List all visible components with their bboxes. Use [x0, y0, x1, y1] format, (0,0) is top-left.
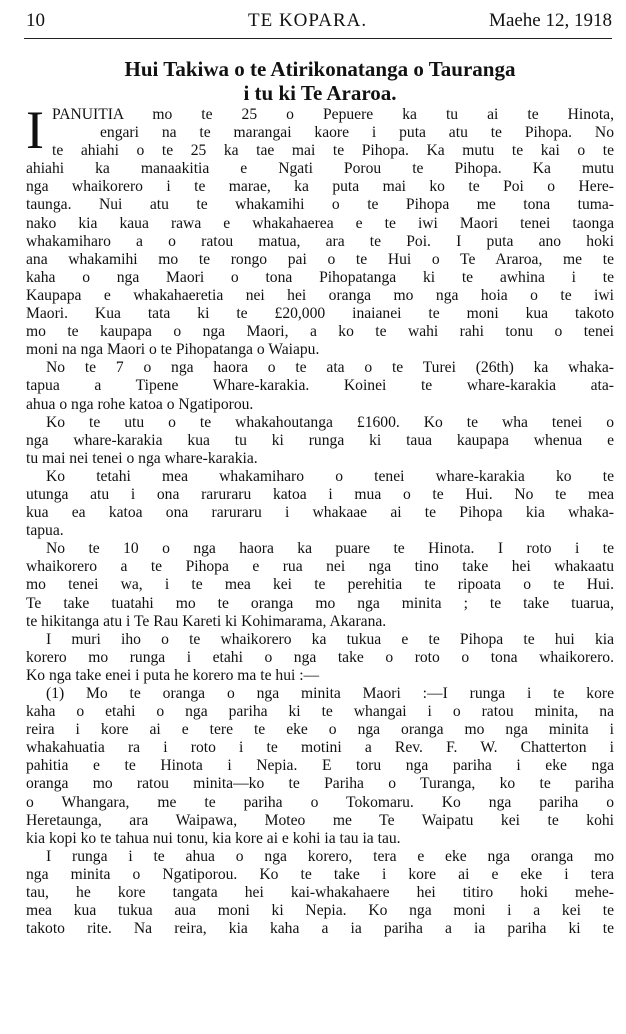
text-line: mea kua tukua aua moni ki Nepia. Ko nga moni i a kei te — [26, 902, 614, 920]
text-line: ana whakamihi mo te rongo pai o te Hui o Te Araroa, me te — [26, 250, 614, 268]
text-line: kaha o nga Maori o tona Pihopatanga ki te awhina i te — [26, 268, 614, 286]
article-heading-line-1: Hui Takiwa o te Atirikonatanga o Tauranga — [124, 57, 516, 81]
text-line: moni na nga Maori o te Pihopatanga o Waiapu. — [26, 341, 320, 359]
text-line: nako kia kaua rawa e whakahaerea e te iwi Maori tenei taonga — [26, 214, 614, 232]
text-line: kua ea katoa ona raruraru i whakaae ai te Pihopa kia whaka- — [26, 504, 614, 522]
text-line: pahitia e te Hinota i Nepia. E toru nga pariha i eke nga — [26, 757, 614, 775]
text-line: reira i kore ai e tere te eke o nga oranga mo nga minita i — [26, 721, 614, 739]
text-line: nga whare-karakia kua tu ki runga ki taua kaupapa whenua e — [26, 431, 614, 449]
text-line: korero mo runga i etahi o nga take o roto o tona whaikorero. — [26, 648, 614, 666]
header-rule — [24, 38, 612, 39]
text-line: PANUITIA mo te 25 o Pepuere ka tu ai te Hinota, — [51, 106, 614, 123]
publication-title: TE KOPARA. — [248, 10, 368, 31]
text-line: No te 10 o nga haora ka puare te Hinota. I roto i te — [46, 540, 614, 558]
text-line: kaha o etahi o nga pariha ki te whangai i o ratou minita, na — [26, 703, 614, 721]
text-line: Ko nga take enei i puta he korero ma te hui :— — [26, 666, 320, 684]
text-line: I muri iho o te whaikorero ka tukua e te Pihopa te hui kia — [46, 630, 614, 648]
text-line: tapua a Tipene Whare-karakia. Koinei te whare-karakia ata- — [26, 377, 614, 395]
text-line: o Whangara, me te pariha o Tokomaru. Ko nga pariha o — [26, 793, 614, 811]
text-line: I runga i te ahua o nga korero, tera e eke nga oranga mo — [46, 847, 614, 865]
page-number: 10 — [26, 10, 45, 31]
text-line: whakahuatia ra i roto i te motini a Rev. F. W. Chatterton i — [26, 739, 614, 757]
text-line: nga whaikorero i te marae, ka puta mai ko te Poi o Here- — [26, 178, 614, 196]
text-line: oranga mo ratou minita—ko te Pariha o Turanga, ko te pariha — [26, 775, 614, 793]
text-line: No te 7 o nga haora o te ata o te Turei (26th) ka whaka- — [46, 359, 614, 377]
issue-date: Maehe 12, 1918 — [489, 10, 612, 31]
text-line: takoto rite. Na reira, kia kaha a ia pariha a ia pariha ki te — [26, 920, 614, 938]
text-line: (1) Mo te oranga o nga minita Maori :—I runga i te kore — [46, 685, 614, 702]
article-body — [26, 100, 614, 938]
text-line: tu mai nei tenei o nga whare-karakia. — [26, 449, 258, 467]
text-line: mo tenei wa, i te mea kei te perehitia te ripoata o te Hui. — [26, 576, 614, 594]
text-line: mo te kaupapa o nga Maori, a ko te wahi rahi tonu o tenei — [26, 323, 614, 341]
article-heading — [30, 57, 610, 105]
text-line: whakamiharo a o ratou matua, ara te Poi. I puta ano hoki — [26, 232, 614, 250]
text-line: tapua. — [26, 522, 64, 540]
text-line: utunga atu i ona raruraru katoa i mua o te Hui. No te mea — [26, 485, 614, 503]
text-line: whaikorero a te Pihopa e rua nei nga tino take hei whakaatu — [26, 558, 614, 576]
text-line: te ahiahi o te 25 ka tae mai te Pihopa. Ka mutu te kai o te — [51, 142, 614, 160]
text-line: ahiahi ka manaakitia e Ngati Porou te Pihopa. Ka mutu — [26, 160, 614, 178]
text-line: Maori. Kua tata ki te £20,000 inaianei te moni kua takoto — [26, 305, 614, 323]
text-line: Te take tuatahi mo te oranga mo nga minita ; te take tuarua, — [26, 594, 614, 612]
text-line: Kaupapa e whakahaeretia nei hei oranga mo nga hoia o te iwi — [26, 286, 614, 304]
text-line: Heretaunga, ara Waipawa, Moteo me Te Waipatu kei te kohi — [26, 811, 614, 829]
drop-cap: I — [26, 100, 44, 160]
text-line: kia kopi ko te tahua nui tonu, kia kore ai e kohi ia tau ia tau. — [26, 829, 401, 847]
text-line: taunga. Nui atu te whakamihi o te Pihopa me tona tuma- — [26, 196, 614, 214]
text-line: nga minita o Ngatiporou. Ko te take i kore ai e eke i tera — [26, 865, 614, 883]
page-header — [26, 8, 612, 34]
text-line: ahua o nga rohe katoa o Ngatiporou. — [26, 395, 254, 413]
article-heading-line-2: i tu ki Te Araroa. — [243, 81, 397, 105]
text-line: Ko te utu o te whakahoutanga £1600. Ko te wha tenei o — [46, 413, 614, 431]
text-line: te hikitanga atu i Te Rau Kareti ki Kohimarama, Akarana. — [26, 612, 387, 630]
text-line: engari na te marangai kaore i puta atu te Pihopa. No — [99, 124, 614, 142]
text-line: Ko tetahi mea whakamiharo o tenei whare-karakia ko te — [46, 467, 614, 485]
text-line: tau, he kore tangata hei kai-whakahaere hei titiro hoki mehe- — [26, 884, 614, 902]
